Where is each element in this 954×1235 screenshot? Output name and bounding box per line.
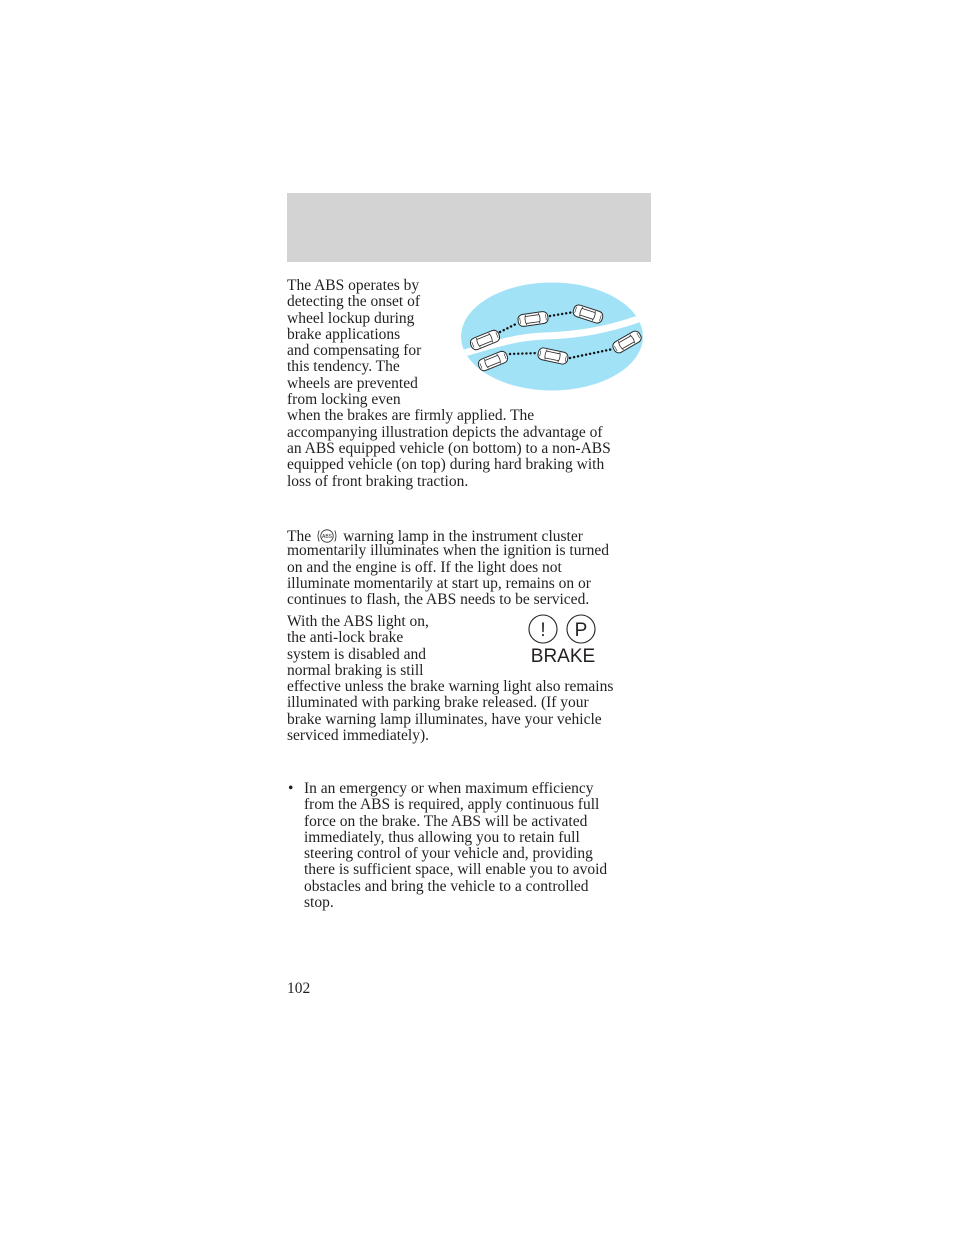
bullet-line: In an emergency or when maximum efficiency — [304, 780, 594, 797]
paragraph-line: brake warning lamp illuminates, have your vehicle — [287, 710, 602, 728]
paragraph-line: detecting the onset of — [287, 293, 420, 311]
paragraph-line: and compensating for — [287, 342, 422, 360]
paragraph-line: the anti-lock brake — [287, 629, 404, 647]
brake-warning-lamp-icon — [526, 613, 600, 667]
paragraph-line: illuminate momentarily at start up, remains on or — [287, 574, 591, 592]
paragraph-line: on and the engine is off. If the light does not — [287, 558, 562, 576]
paragraph-line — [287, 527, 609, 543]
paragraph-line: With the ABS light on, — [287, 613, 429, 630]
paragraph-line: when the brakes are firmly applied. The — [287, 407, 535, 425]
paragraph-line: serviced immediately). — [287, 727, 430, 745]
bullet-marker: • — [288, 780, 294, 797]
bullet-line: from the ABS is required, apply continuous full — [304, 796, 600, 814]
parking-letter: P — [574, 620, 588, 641]
paragraph-line: this tendency. The — [287, 358, 400, 376]
paragraph-line: system is disabled and — [287, 645, 427, 663]
bullet-line: steering control of your vehicle and, providing — [304, 845, 593, 863]
paragraph-line: The ABS operates by — [287, 277, 420, 294]
paragraph-abs-warning-lamp — [287, 527, 609, 608]
paragraph-line: brake applications — [287, 325, 401, 343]
paragraph-line: loss of front braking traction. — [287, 472, 469, 490]
bullet-line: force on the brake. The ABS will be activated — [304, 812, 588, 830]
bullet-line: immediately, thus allowing you to retain full — [304, 828, 580, 846]
paragraph-line: accompanying illustration depicts the advantage of — [287, 423, 603, 441]
paragraph-line: illuminated with parking brake released. (If your — [287, 694, 589, 712]
abs-icon-label: ABS — [322, 533, 333, 540]
paragraph-line: effective unless the brake warning light also remains — [287, 678, 614, 696]
paragraph-line: from locking even — [287, 391, 401, 409]
paragraph-line: normal braking is still — [287, 661, 424, 679]
header-bar — [287, 193, 651, 262]
paragraph-line: equipped vehicle (on top) during hard braking with — [287, 456, 605, 474]
paragraph-line: momentarily illuminates when the ignition is turned — [287, 542, 610, 560]
paragraph-line: wheel lockup during — [287, 309, 415, 327]
paragraph-text: warning lamp in the instrument cluster — [343, 528, 583, 545]
bullet-emergency-braking — [304, 781, 607, 911]
paragraph-text: The — [287, 528, 312, 545]
bullet-line: there is sufficient space, will enable you to avoid — [304, 861, 608, 879]
paragraph-line: wheels are prevented — [287, 374, 418, 392]
bullet-line: obstacles and bring the vehicle to a controlled — [304, 877, 589, 895]
abs-vs-non-abs-braking-illustration — [458, 279, 648, 394]
brake-label: BRAKE — [530, 646, 596, 667]
paragraph-line: an ABS equipped vehicle (on bottom) to a non-ABS — [287, 439, 611, 457]
page-number: 102 — [287, 980, 311, 997]
paragraph-line: continues to flash, the ABS needs to be serviced. — [287, 591, 590, 609]
exclamation-mark: ! — [540, 620, 546, 641]
lane-edge — [608, 279, 648, 299]
bullet-line: stop. — [304, 894, 334, 912]
